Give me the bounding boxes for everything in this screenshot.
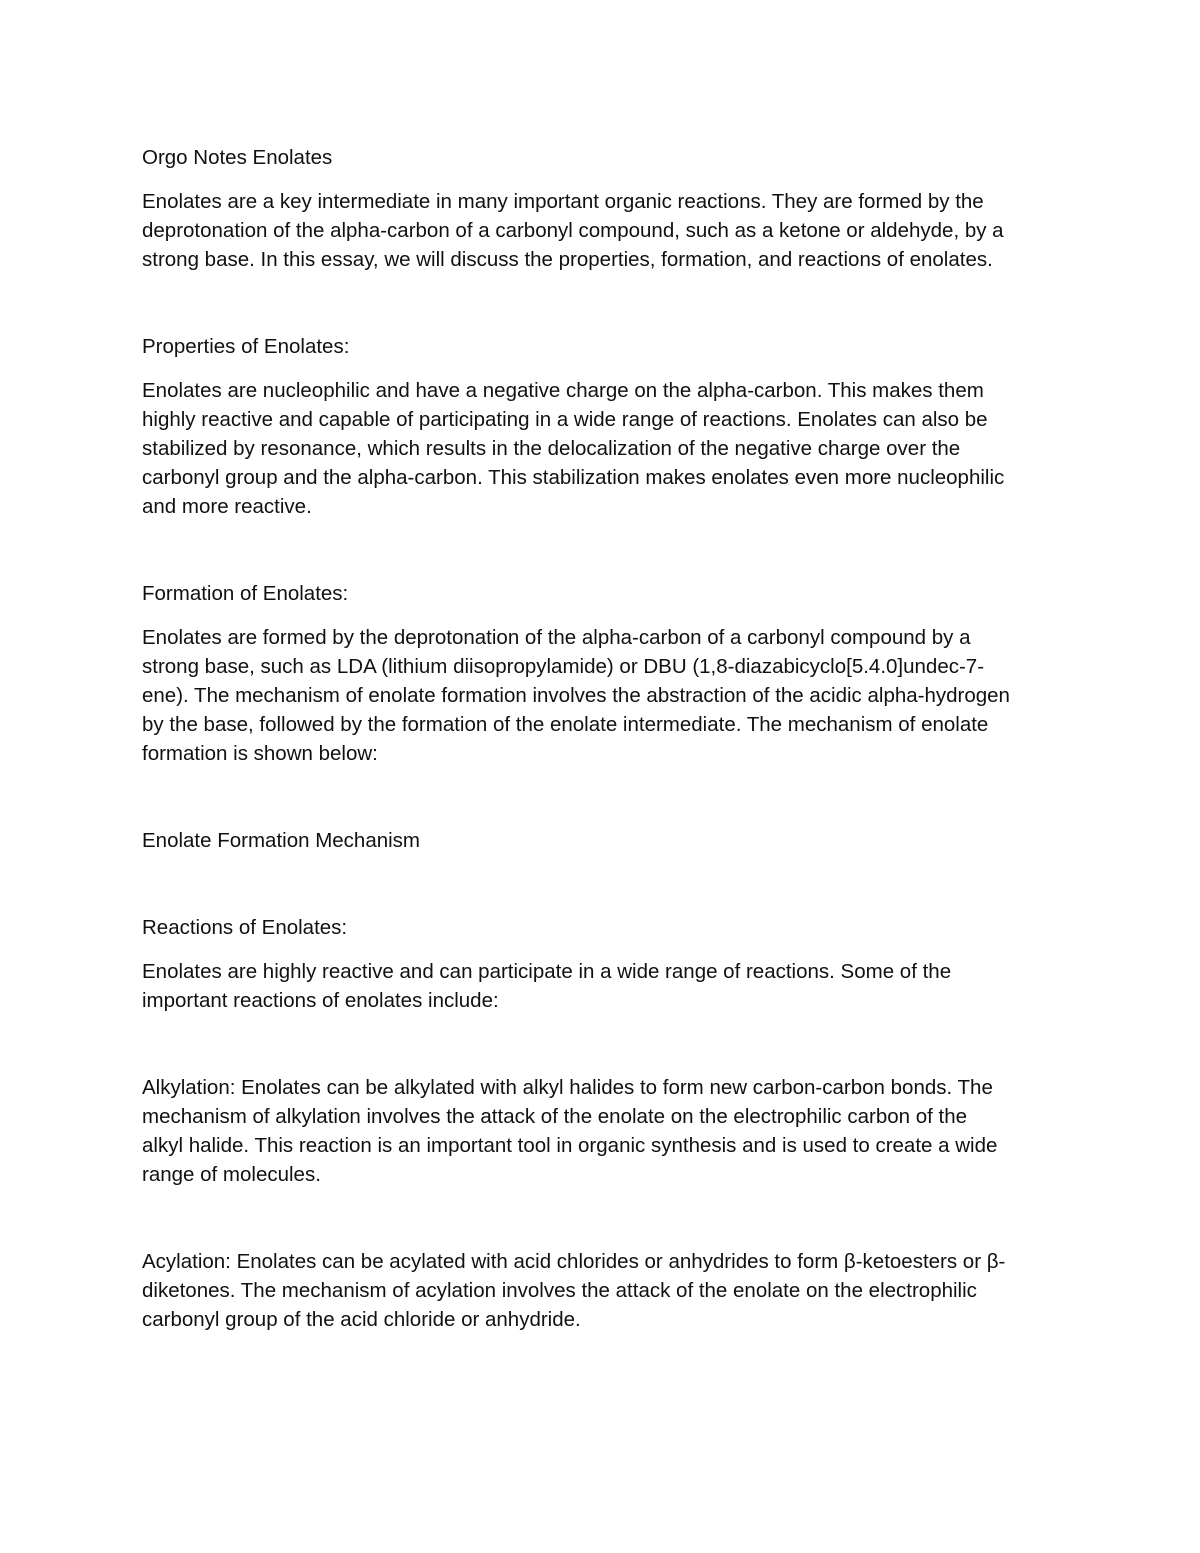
formation-paragraph (142, 623, 1062, 768)
reactions-intro-line: important reactions of enolates include: (142, 989, 499, 1012)
spacer (142, 172, 1062, 187)
reactions-intro-paragraph (142, 957, 1062, 1015)
spacer (142, 942, 1062, 957)
spacer (142, 884, 1062, 913)
properties-line: and more reactive. (142, 495, 312, 518)
alkylation-line: range of molecules. (142, 1163, 321, 1186)
spacer (142, 550, 1062, 579)
spacer (142, 797, 1062, 826)
acylation-paragraph (142, 1247, 1062, 1334)
spacer (142, 274, 1062, 303)
properties-heading: Properties of Enolates: (142, 335, 350, 358)
spacer (142, 768, 1062, 797)
mechanism-label: Enolate Formation Mechanism (142, 829, 421, 852)
spacer (142, 1189, 1062, 1218)
reactions-heading: Reactions of Enolates: (142, 916, 348, 939)
alkylation-paragraph (142, 1073, 1062, 1189)
formation-line: Enolates are formed by the deprotonation of the alpha-carbon of a carbonyl compound by a (142, 626, 971, 649)
acylation-line: carbonyl group of the acid chloride or anhydride. (142, 1308, 581, 1331)
alkylation-line: Alkylation: Enolates can be alkylated with alkyl halides to form new carbon-carbon bonds. The (142, 1076, 993, 1099)
properties-paragraph (142, 376, 1062, 521)
intro-line: deprotonation of the alpha-carbon of a carbonyl compound, such as a ketone or aldehyde, by a (142, 219, 1004, 242)
intro-line: Enolates are a key intermediate in many important organic reactions. They are formed by the (142, 190, 984, 213)
formation-line: formation is shown below: (142, 742, 378, 765)
spacer (142, 855, 1062, 884)
alkylation-line: alkyl halide. This reaction is an important tool in organic synthesis and is used to create a wide (142, 1134, 998, 1157)
spacer (142, 1015, 1062, 1044)
spacer (142, 303, 1062, 332)
spacer (142, 1218, 1062, 1247)
formation-line: strong base, such as LDA (lithium diisopropylamide) or DBU (1,8-diazabicyclo[5.4.0]undec-7- (142, 655, 985, 678)
reactions-intro-line: Enolates are highly reactive and can participate in a wide range of reactions. Some of the (142, 960, 952, 983)
properties-line: carbonyl group and the alpha-carbon. This stabilization makes enolates even more nucleophilic (142, 466, 1005, 489)
document-title: Orgo Notes Enolates (142, 146, 333, 169)
formation-line: by the base, followed by the formation of the enolate intermediate. The mechanism of enolate (142, 713, 989, 736)
intro-paragraph (142, 187, 1062, 274)
properties-line: Enolates are nucleophilic and have a negative charge on the alpha-carbon. This makes them (142, 379, 984, 402)
acylation-line: Acylation: Enolates can be acylated with acid chlorides or anhydrides to form β-ketoesters or β- (142, 1250, 1006, 1273)
intro-line: strong base. In this essay, we will discuss the properties, formation, and reactions of enolates. (142, 248, 993, 271)
formation-heading: Formation of Enolates: (142, 582, 349, 605)
formation-line: ene). The mechanism of enolate formation involves the abstraction of the acidic alpha-hydrogen (142, 684, 1010, 707)
acylation-line: diketones. The mechanism of acylation involves the attack of the enolate on the electrophilic (142, 1279, 977, 1302)
spacer (142, 1044, 1062, 1073)
spacer (142, 361, 1062, 376)
alkylation-line: mechanism of alkylation involves the attack of the enolate on the electrophilic carbon of the (142, 1105, 968, 1128)
properties-line: stabilized by resonance, which results in the delocalization of the negative charge over the (142, 437, 961, 460)
spacer (142, 608, 1062, 623)
document-body (142, 143, 1062, 1334)
spacer (142, 521, 1062, 550)
properties-line: highly reactive and capable of participating in a wide range of reactions. Enolates can also be (142, 408, 988, 431)
